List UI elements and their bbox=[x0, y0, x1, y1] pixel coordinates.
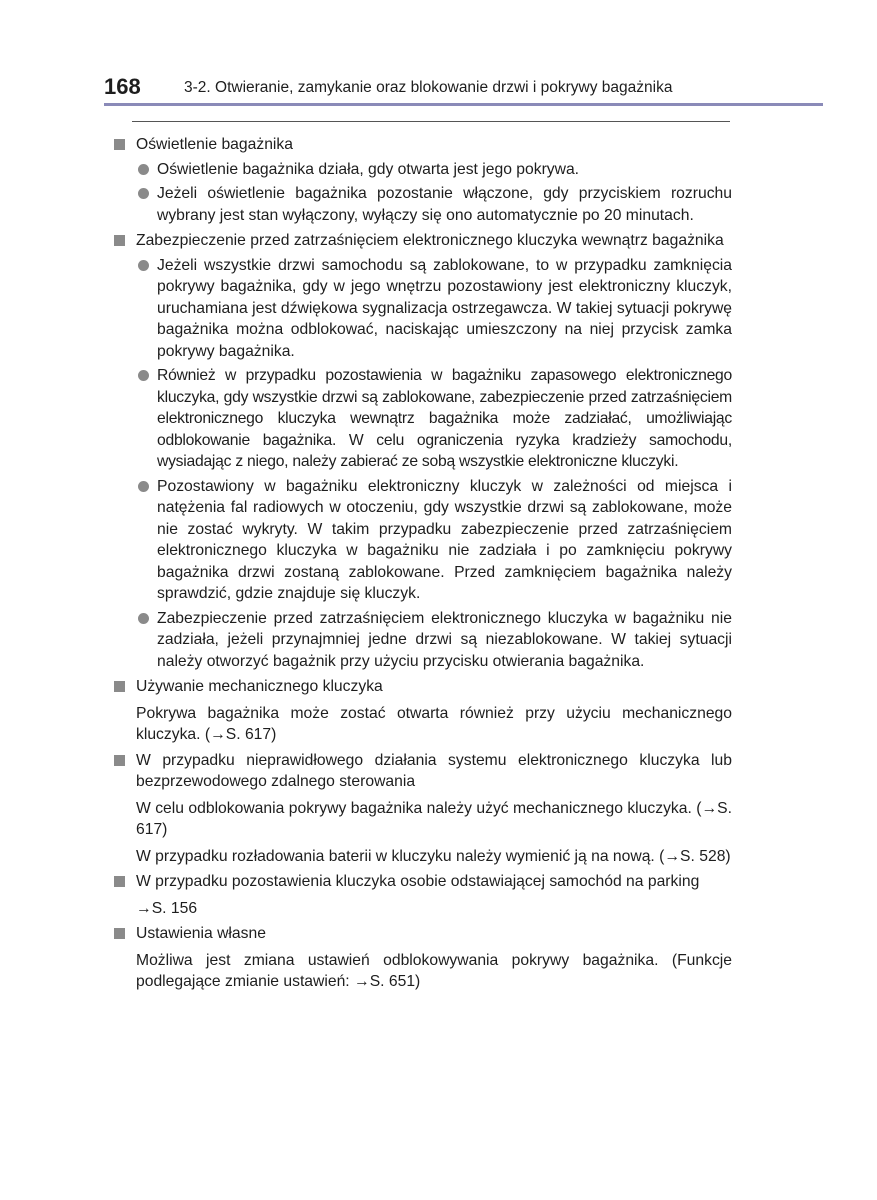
paragraph: Możliwa jest zmiana ustawień odblokowywania pokrywy bagażnika. (Funkcje podlegające zmianie ustawień: →S. 651) bbox=[136, 951, 732, 990]
section-title: W przypadku pozostawienia kluczyka osobie odstawiającej samochód na parking bbox=[112, 871, 732, 893]
paragraph: W celu odblokowania pokrywy bagażnika należy użyć mechanicznego kluczyka. (→S. 617) bbox=[136, 799, 732, 838]
list-item: Również w przypadku pozostawienia w bagażniku zapasowego elektronicznego kluczyka, gdy wszystkie drzwi są zablokowane, zabezpieczenie przed zatrzaśnięciem elektronicznego kluczyka wewnątrz bagażnika może zadziałać, umożliwiając odblokowanie bagażnika. W celu ograniczenia ryzyka kradzieży samochodu, wysiadając z niego, należy zabierać ze sobą wszystkie elektroniczne kluczyki. bbox=[112, 365, 732, 473]
list-item: Jeżeli oświetlenie bagażnika pozostanie włączone, gdy przyciskiem rozruchu wybrany jest stan wyłączony, wyłączy się ono automatycznie po 20 minutach. bbox=[112, 183, 732, 226]
square-bullet-icon bbox=[114, 139, 125, 150]
circle-bullet-icon bbox=[138, 370, 149, 381]
circle-bullet-icon bbox=[138, 188, 149, 199]
section-title: Ustawienia własne bbox=[112, 923, 732, 945]
list-item: Zabezpieczenie przed zatrzaśnięciem elektronicznego kluczyka w bagażniku nie zadziała, jeżeli przynajmniej jedne drzwi są niezablokowane. W takiej sytuacji należy otworzyć bagażnik przy użyciu przycisku otwierania bagażnika. bbox=[112, 608, 732, 673]
section-key-lockout-protection bbox=[112, 230, 732, 672]
list-item: Jeżeli wszystkie drzwi samochodu są zablokowane, to w przypadku zamknięcia pokrywy bagażnika, gdy w jego wnętrzu pozostawiony jest elektroniczny kluczyk, uruchamiana jest dźwiękowa sygnalizacja ostrzegawcza. W takiej sytuacji pokrywę bagażnika można odblokować, naciskając umieszczony na niej przycisk zamka pokrywy bagażnika. bbox=[112, 255, 732, 363]
square-bullet-icon bbox=[114, 681, 125, 692]
paragraph: W przypadku rozładowania baterii w kluczyku należy wymienić ją na nową. (→S. 528) bbox=[136, 847, 731, 865]
list-item: Pozostawiony w bagażniku elektroniczny kluczyk w zależności od miejsca i natężenia fal radiowych w otoczeniu, gdy wszystkie drzwi są zablokowane, może nie zostać wykryty. W takim przypadku zabezpieczenie przed zatrzaśnięciem elektronicznego kluczyka w bagażniku nie zadziała i po zamknięciu pokrywy bagażnika drzwi zostaną zablokowane. Przed zamknięciem bagażnika należy sprawdzić, gdzie znajduje się kluczyk. bbox=[112, 476, 732, 605]
circle-bullet-icon bbox=[138, 481, 149, 492]
page-content bbox=[112, 134, 732, 997]
section-title: Oświetlenie bagażnika bbox=[112, 134, 732, 156]
paragraph: →S. 156 bbox=[136, 899, 198, 917]
list-item: Oświetlenie bagażnika działa, gdy otwarta jest jego pokrywa. bbox=[112, 159, 732, 181]
paragraph: Pokrywa bagażnika może zostać otwarta również przy użyciu mechanicznego kluczyka. (→S. 617) bbox=[136, 704, 732, 743]
section-valet-parking bbox=[112, 871, 732, 919]
section-customization bbox=[112, 923, 732, 993]
section-title: Zabezpieczenie przed zatrzaśnięciem elektronicznego kluczyka wewnątrz bagażnika bbox=[112, 230, 732, 252]
section-title: Używanie mechanicznego kluczyka bbox=[112, 676, 732, 698]
circle-bullet-icon bbox=[138, 164, 149, 175]
content-divider bbox=[132, 121, 730, 122]
section-mechanical-key bbox=[112, 676, 732, 746]
square-bullet-icon bbox=[114, 876, 125, 887]
section-trunk-light bbox=[112, 134, 732, 226]
square-bullet-icon bbox=[114, 928, 125, 939]
circle-bullet-icon bbox=[138, 613, 149, 624]
section-malfunction bbox=[112, 750, 732, 868]
circle-bullet-icon bbox=[138, 260, 149, 271]
page-number: 168 bbox=[104, 74, 141, 99]
chapter-title: 3-2. Otwieranie, zamykanie oraz blokowanie drzwi i pokrywy bagażnika bbox=[184, 79, 673, 96]
square-bullet-icon bbox=[114, 755, 125, 766]
square-bullet-icon bbox=[114, 235, 125, 246]
header-divider bbox=[104, 103, 823, 106]
section-title: W przypadku nieprawidłowego działania systemu elektronicznego kluczyka lub bezprzewodowego zdalnego sterowania bbox=[112, 750, 732, 793]
